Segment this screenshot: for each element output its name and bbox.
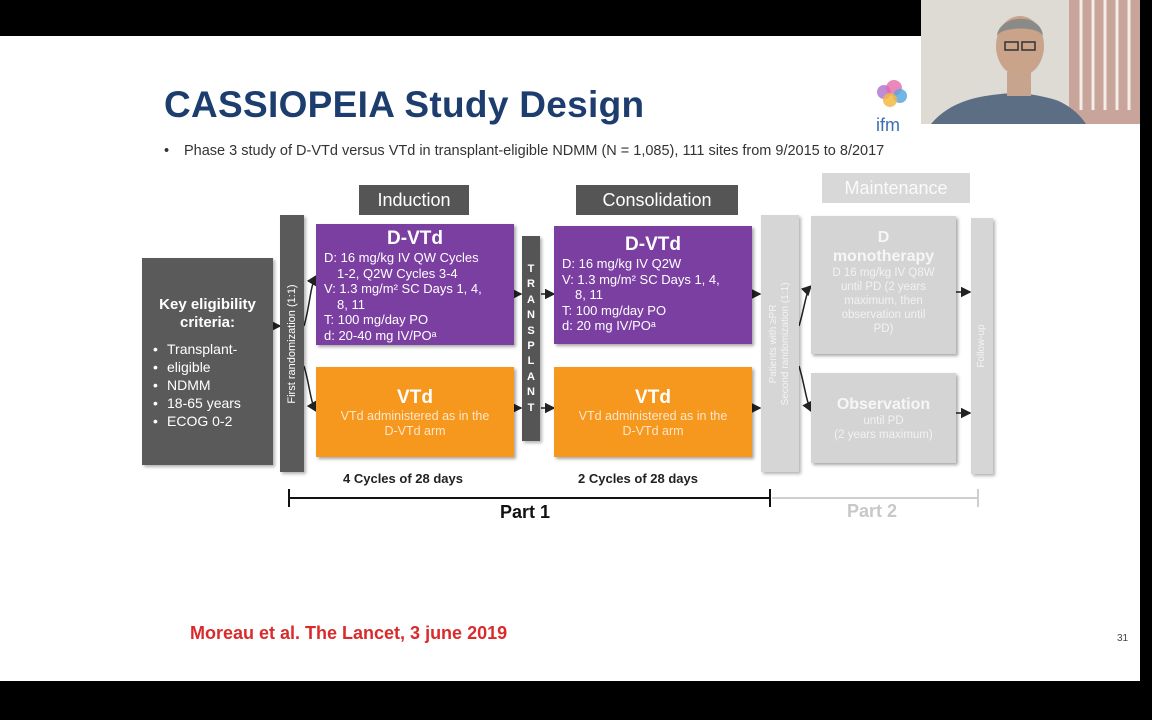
eligibility-title-line2: criteria: — [179, 314, 236, 331]
follow-up-label: Follow-up — [976, 324, 987, 368]
maintenance-d-title-line1: D — [877, 229, 890, 246]
eligibility-item-cont: • NDMM — [152, 376, 241, 394]
transplant-letter: L — [527, 355, 535, 368]
desc-line: maximum, then — [844, 295, 923, 307]
first-randomization-bar — [280, 215, 304, 472]
dosing-line: V: 1.3 mg/m² SC Days 1, 4, — [324, 281, 482, 296]
maintenance-d-desc — [811, 266, 956, 336]
second-randomization-line1: Patients with ≥PR — [768, 304, 779, 383]
phase-header-maintenance: Maintenance — [822, 173, 970, 203]
dosing-line: d: 20 mg IV/POᵃ — [562, 318, 656, 333]
transplant-letter: T — [527, 401, 535, 414]
maintenance-d-title — [811, 228, 956, 266]
desc-line: D-VTd arm — [384, 424, 446, 438]
maintenance-observation-title: Observation — [836, 396, 931, 413]
induction-vtd-title: VTd — [397, 387, 433, 408]
desc-line: D 16 mg/kg IV Q8W — [832, 267, 935, 279]
desc-line: VTd administered as in the — [340, 409, 490, 423]
transplant-letter: N — [527, 309, 535, 322]
phase-header-induction: Induction — [359, 185, 469, 215]
slide — [0, 36, 1140, 681]
transplant-bar — [522, 236, 540, 441]
eligibility-criteria-box — [142, 258, 273, 465]
first-randomization-label: First randomization (1:1) — [286, 283, 298, 404]
desc-line: D-VTd arm — [622, 424, 684, 438]
consolidation-cycles-label: 2 Cycles of 28 days — [578, 471, 698, 486]
maintenance-observation-desc — [811, 414, 956, 442]
induction-vtd-box — [316, 367, 514, 457]
slide-title: CASSIOPEIA Study Design — [164, 84, 645, 125]
desc-line: PD) — [873, 323, 894, 335]
maintenance-d-monotherapy-box — [811, 216, 956, 354]
dosing-line: d: 20-40 mg IV/POᵃ — [324, 327, 437, 343]
desc-line: until PD — [863, 415, 904, 427]
bottom-black-bar — [0, 681, 1152, 720]
induction-cycles-label: 4 Cycles of 28 days — [343, 471, 463, 486]
induction-dvtd-title: D-VTd — [387, 228, 443, 249]
second-randomization-line2: Second randomization (1:1) — [780, 282, 791, 405]
transplant-letter: R — [527, 278, 535, 291]
consolidation-vtd-title: VTd — [635, 387, 671, 408]
part2-label: Part 2 — [847, 501, 898, 521]
dosing-line: T: 100 mg/day PO — [562, 302, 667, 318]
induction-dvtd-dosing — [316, 250, 514, 343]
second-randomization-bar — [761, 215, 799, 472]
second-randomization-label — [768, 282, 792, 405]
study-bullet: • Phase 3 study of D-VTd versus VTd in transplant-eligible NDMM (N = 1,085), 111 sites from 9/2015 to 8/2017 — [164, 143, 885, 159]
study-bullet-text: Phase 3 study of D-VTd versus VTd in transplant-eligible NDMM (N = 1,085), 111 sites from 9/2015 to 8/2017 — [184, 143, 885, 159]
dosing-line: D: 16 mg/kg IV QW Cycles — [324, 250, 479, 265]
eligibility-item: • 18-65 years — [152, 394, 241, 412]
eligibility-list — [152, 340, 241, 430]
transplant-letter: S — [527, 324, 535, 337]
maintenance-d-title-line2: monotherapy — [832, 248, 935, 265]
presenter-webcam-video — [921, 0, 1140, 124]
transplant-letter: P — [527, 340, 535, 353]
dosing-line: 8, 11 — [575, 287, 603, 302]
eligibility-title — [142, 296, 273, 332]
consolidation-dvtd-dosing — [554, 256, 752, 334]
induction-vtd-desc — [316, 409, 514, 439]
presenter-video-icon — [921, 0, 1140, 124]
consolidation-vtd-desc — [554, 409, 752, 439]
phase-header-consolidation: Consolidation — [576, 185, 738, 215]
reference-citation: Moreau et al. The Lancet, 3 june 2019 — [190, 623, 508, 643]
part1-label: Part 1 — [500, 502, 551, 522]
maintenance-observation-box — [811, 373, 956, 463]
dosing-line: 1-2, Q2W Cycles 3-4 — [337, 265, 458, 281]
dosing-line: 8, 11 — [337, 296, 365, 312]
dosing-line: T: 100 mg/day PO — [324, 312, 429, 327]
desc-line: observation until — [841, 309, 926, 321]
transplant-letter: T — [527, 263, 535, 275]
transplant-letter: N — [527, 386, 535, 399]
follow-up-bar — [971, 218, 993, 474]
dosing-line: D: 16 mg/kg IV Q2W — [562, 256, 682, 271]
eligibility-title-line1: Key eligibility — [159, 296, 256, 313]
consolidation-dvtd-title: D-VTd — [625, 234, 681, 255]
desc-line: VTd administered as in the — [578, 409, 728, 423]
eligibility-item-cont: • eligible — [152, 358, 241, 376]
desc-line: (2 years maximum) — [834, 429, 933, 441]
eligibility-item: • ECOG 0-2 — [152, 412, 241, 430]
dosing-line: V: 1.3 mg/m² SC Days 1, 4, — [562, 271, 720, 287]
page-number: 31 — [1117, 633, 1129, 644]
consolidation-vtd-box — [554, 367, 752, 457]
ifm-logo-text: ifm — [876, 115, 900, 135]
transplant-letter: A — [527, 370, 535, 383]
transplant-letter: A — [527, 293, 535, 306]
desc-line: until PD (2 years — [840, 281, 926, 293]
eligibility-item: • Transplant- — [152, 340, 241, 358]
consolidation-dvtd-box — [554, 226, 752, 344]
induction-dvtd-box — [316, 224, 514, 345]
